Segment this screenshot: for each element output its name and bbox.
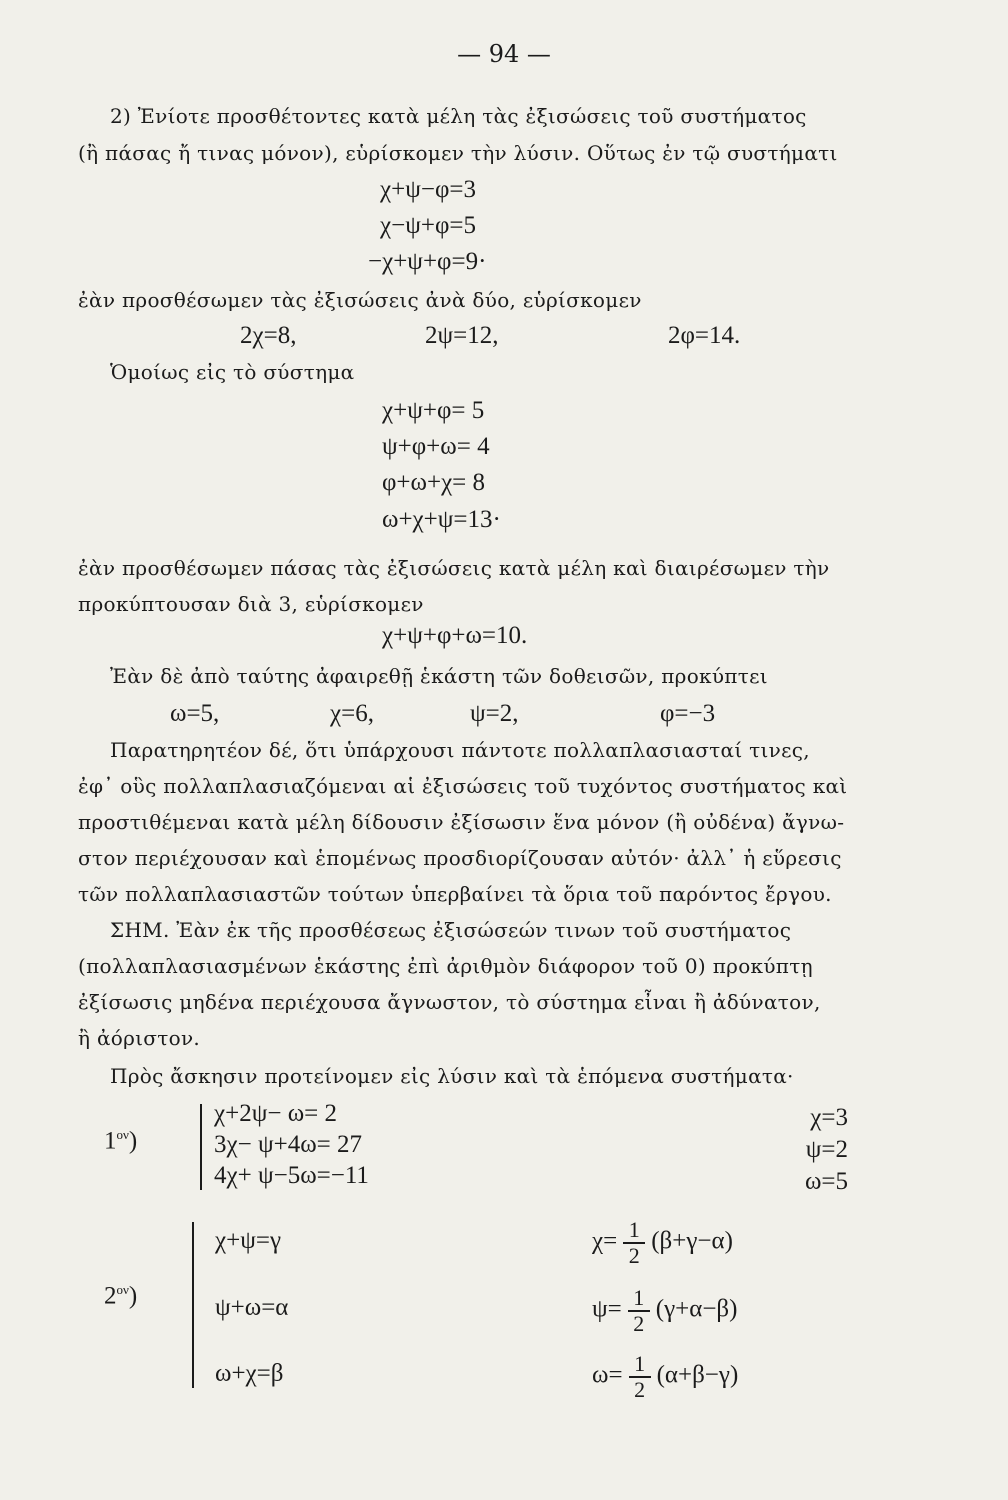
equation: ω=5, [170, 700, 220, 727]
equation: 2χ=8, [240, 322, 297, 349]
equation: ψ+ω=α [215, 1294, 289, 1321]
text-line: Ὁμοίως εἰς τὸ σύστημα [110, 360, 355, 384]
brace [200, 1104, 202, 1190]
note-line: ἢ ἀόριστον. [78, 1026, 201, 1050]
text-line: τῶν πολλαπλασιαστῶν τούτων ὑπερβαίνει τὰ ὅρια τοῦ παρόντος ἔργου. [78, 882, 832, 906]
text-line: στον περιέχουσαν καὶ ἑπομένως προσδιορίζουσαν αὐτόν· ἀλλ᾽ ἡ εὕρεσις [78, 846, 842, 870]
equation: χ+ψ+φ= 5 [382, 397, 485, 424]
text-line: προκύπτουσαν διὰ 3, εὑρίσκομεν [78, 592, 424, 616]
equation: 3χ− ψ+4ω= 27 [214, 1131, 362, 1158]
answer: χ= $\frac{1}{2}$ (β+γ−α) [592, 1217, 733, 1268]
equation: χ+2ψ− ω= 2 [214, 1100, 337, 1127]
equation: χ+ψ=γ [215, 1227, 281, 1254]
equation: −χ+ψ+φ=9· [368, 248, 487, 275]
answer: ψ=2 [805, 1136, 848, 1163]
answer: ω=5 [804, 1168, 848, 1195]
answer: ψ= $\frac{1}{2}$ (γ+α−β) [592, 1285, 738, 1336]
exercise-number: $2^{o\nu}$) [104, 1282, 138, 1310]
equation: φ=−3 [660, 700, 716, 727]
equation: ψ+φ+ω= 4 [382, 433, 490, 460]
text-line: ἐφ᾽ οὓς πολλαπλασιαζόμεναι αἱ ἐξισώσεις τοῦ τυχόντος συστήματος καὶ [78, 774, 848, 798]
exercise-number: $1^{o\nu}$) [104, 1127, 138, 1155]
answer: ω= $\frac{1}{2}$ (α+β−γ) [592, 1351, 739, 1402]
equation: χ+ψ+φ+ω=10. [382, 622, 528, 649]
equation: ψ=2, [470, 700, 519, 727]
equation: χ+ψ−φ=3 [380, 176, 476, 203]
note-line: ἐξίσωσις μηδένα περιέχουσα ἄγνωστον, τὸ σύστημα εἶναι ἢ ἀδύνατον, [78, 990, 821, 1014]
equation: χ−ψ+φ=5 [380, 212, 476, 239]
answer: χ=3 [810, 1104, 848, 1131]
text-line: ἐὰν προσθέσωμεν τὰς ἐξισώσεις ἀνὰ δύο, εὑρίσκομεν [78, 288, 642, 312]
equation: φ+ω+χ= 8 [382, 469, 486, 496]
text-line: Παρατηρητέον δέ, ὅτι ὑπάρχουσι πάντοτε πολλαπλασιασταί τινες, [110, 738, 810, 762]
equation: ω+χ=β [215, 1360, 284, 1387]
equation: ω+χ+ψ=13· [382, 506, 501, 533]
text-line: προστιθέμεναι κατὰ μέλη δίδουσιν ἐξίσωσιν ἕνα μόνον (ἢ οὐδένα) ἄγνω- [78, 810, 845, 834]
note-line: (πολλαπλασιασμένων ἑκάστης ἐπὶ ἀριθμὸν διάφορον τοῦ 0) προκύπτῃ [78, 954, 813, 978]
equation: 2φ=14. [668, 322, 741, 349]
page-number: — 94 — [457, 40, 551, 68]
brace [192, 1222, 194, 1388]
text-line: (ἢ πάσας ἤ τινας μόνον), εὑρίσκομεν τὴν λύσιν. Οὕτως ἐν τῷ συστήματι [78, 141, 838, 165]
text-line: Πρὸς ἄσκησιν προτείνομεν εἰς λύσιν καὶ τὰ ἑπόμενα συστήματα· [110, 1064, 794, 1088]
text-line: 2) Ἐνίοτε προσθέτοντες κατὰ μέλη τὰς ἐξισώσεις τοῦ συστήματος [110, 104, 807, 128]
equation: χ=6, [330, 700, 374, 727]
text-line: Ἐὰν δὲ ἀπὸ ταύτης ἀφαιρεθῇ ἑκάστη τῶν δοθεισῶν, προκύπτει [110, 664, 768, 688]
equation: 2ψ=12, [425, 322, 499, 349]
equation: 4χ+ ψ−5ω=−11 [214, 1162, 369, 1189]
note-line: ΣΗΜ. Ἐὰν ἐκ τῆς προσθέσεως ἐξισώσεών τινων τοῦ συστήματος [110, 918, 792, 942]
text-line: ἐὰν προσθέσωμεν πάσας τὰς ἐξισώσεις κατὰ μέλη καὶ διαιρέσωμεν τὴν [78, 556, 830, 580]
